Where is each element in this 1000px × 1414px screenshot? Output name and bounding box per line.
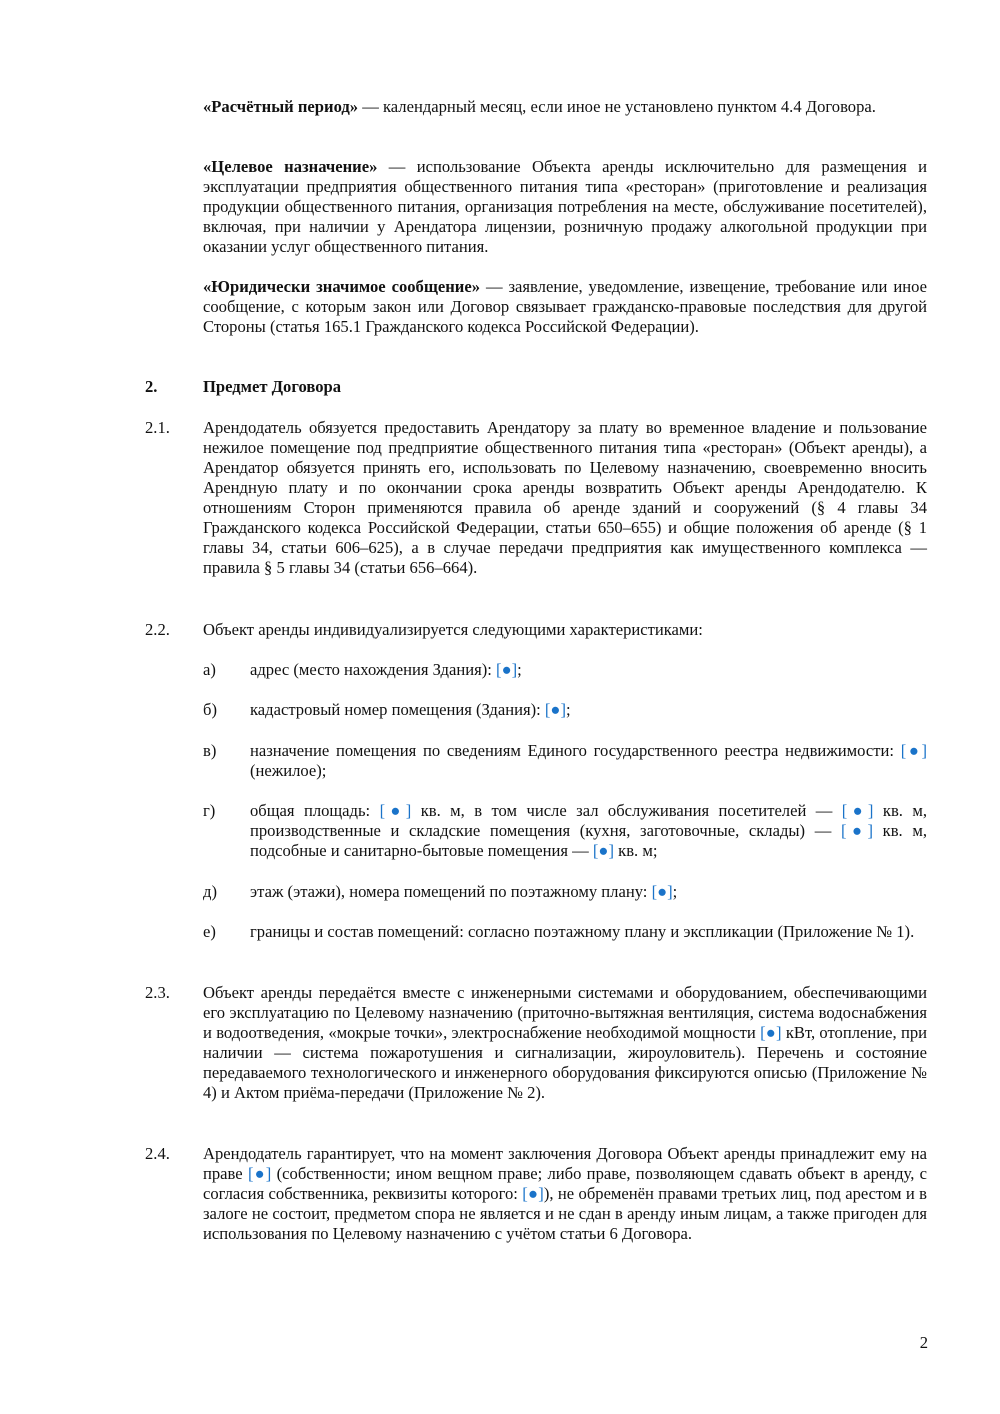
list-item-text: общая площадь: [●] кв. м, в том числе зал обслуживания посетителей — [●] кв. м, производственные и складские помещения (кухня, заготовочные, склады) — [●] кв. м, подсобные и санитарно-бытовые помещения — [●] кв. м; <box>250 801 928 860</box>
definition-text: — календарный месяц, если иное не установлено пунктом 4.4 Договора. <box>358 97 876 116</box>
definition-text: — заявление, уведомление, извещение, требование или иное сообщение, с которым закон или Договор связывает гражданско-правовые последствия для другой Стороны (статья 165.1 Гражданского кодекса Российской Федерации). <box>203 277 927 336</box>
placeholder-marker: [●] <box>247 1164 272 1183</box>
list-item-letter: а) <box>203 660 216 679</box>
page-number: 2 <box>919 1333 928 1352</box>
clause-number: 2.2. <box>145 620 170 639</box>
placeholder-marker: [●] <box>900 741 927 760</box>
placeholder-marker: [●] <box>841 801 874 820</box>
list-item-letter: д) <box>203 882 217 901</box>
definition-text: — использование Объекта аренды исключительно для размещения и эксплуатации предприятия общественного питания типа «ресторан» (приготовление и реализация продукции общественного питания, организация потребления на месте, обслуживание посетителей), включая, при наличии у Арендатора лицензии, розничную продажу алкогольной продукции при оказании услуг общественного питания. <box>203 157 927 256</box>
clause-number: 2.1. <box>145 418 170 437</box>
clause-text: Объект аренды передаётся вместе с инженерными системами и оборудованием, обеспечивающими его эксплуатацию по Целевому назначению (приточно-вытяжная вентиляция, система водоснабжения и водоотведения, «мокрые точки», электроснабжение необходимой мощности [●] кВт, отопление, при наличии — система пожаротушения и сигнализации, жироуловитель). Перечень и состояние передаваемого технологического и инженерного оборудования фиксируются описью (Приложение № 4) и Актом приёма-передачи (Приложение № 2). <box>203 983 928 1102</box>
list-item-text: адрес (место нахождения Здания): [●]; <box>250 660 522 679</box>
list-item-text: назначение помещения по сведениям Единого государственного реестра недвижимости: [●] (нежилое); <box>250 741 927 780</box>
clause-number: 2.3. <box>145 983 170 1002</box>
section-title: Предмет Договора <box>203 377 342 396</box>
placeholder-marker: [●] <box>760 1023 782 1042</box>
list-item-text: этаж (этажи), номера помещений по поэтажному плану: [●]; <box>250 882 678 901</box>
list-item-letter: б) <box>203 700 217 719</box>
placeholder-marker: [●] <box>496 660 518 679</box>
list-item-letter: е) <box>203 922 216 941</box>
clause-text: Арендодатель обязуется предоставить Арендатору за плату во временное владение и пользование нежилое помещение под предприятие общественного питания типа «ресторан» (Объект аренды), а Арендатор обязуется принять его, использовать по Целевому назначению, своевременно вносить Арендную плату и по окончании срока аренды возвратить Объект аренды Арендодателю. К отношениям Сторон применяются правила об аренде зданий и сооружений (§ 4 главы 34 Гражданского кодекса Российской Федерации, статьи 650–655) и общие положения об аренде (§ 1 главы 34, статьи 606–625), а в случае передачи предприятия как имущественного комплекса — правила § 5 главы 34 (статьи 656–664). <box>203 418 927 577</box>
placeholder-marker: [●] <box>522 1184 544 1203</box>
definition-term: «Расчётный период» <box>203 97 359 116</box>
definition-settlement-period <box>203 97 927 117</box>
placeholder-marker: [●] <box>651 882 673 901</box>
clause-text: Арендодатель гарантирует, что на момент заключения Договора Объект аренды принадлежит ему на праве [●] (собственности; ином вещном праве; либо праве, позволяющем сдавать объект в аренду, с согласия собственника, реквизиты которого: [●]), не обременён правами третьих лиц, под арестом и в залоге не состоит, предметом спора не является и не сдан в аренду иным лицам, а также пригоден для использования по Целевому назначению с учётом статьи 6 Договора. <box>203 1144 928 1243</box>
clause-number: 2.4. <box>145 1144 170 1163</box>
definition-term: «Юридически значимое сообщение» <box>203 277 480 296</box>
section-number: 2. <box>145 377 158 396</box>
list-item-text: границы и состав помещений: согласно поэтажному плану и экспликации (Приложение № 1). <box>250 922 915 941</box>
list-item-letter: в) <box>203 741 217 760</box>
placeholder-marker: [●] <box>544 700 566 719</box>
definition-legal-message <box>203 277 927 337</box>
definition-term: «Целевое назначение» <box>203 157 378 176</box>
placeholder-marker: [●] <box>840 821 874 840</box>
definition-target-purpose <box>203 157 927 257</box>
clause-text: Объект аренды индивидуализируется следующими характеристиками: <box>203 620 703 639</box>
list-item-letter: г) <box>203 801 216 820</box>
placeholder-marker: [●] <box>592 841 614 860</box>
placeholder-marker: [●] <box>379 801 412 820</box>
list-item-text: кадастровый номер помещения (Здания): [●]; <box>250 700 571 719</box>
